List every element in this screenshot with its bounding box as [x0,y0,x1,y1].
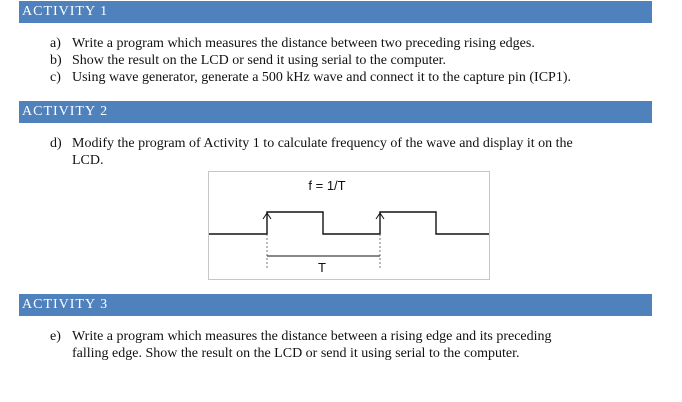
square-wave [209,212,489,234]
period-label: T [318,260,326,275]
item-text: Write a program which measures the distance between two preceding rising edges. [72,36,535,51]
item-text: Modify the program of Activity 1 to calculate frequency of the wave and display it on the [72,136,573,151]
item-text: LCD. [72,153,104,168]
item-marker: c) [50,70,61,85]
waveform-diagram [209,172,489,279]
item-marker: b) [50,53,62,68]
item-marker: e) [50,329,61,344]
activity-2-header: ACTIVITY 2 [19,101,652,123]
item-text: Using wave generator, generate a 500 kHz wave and connect it to the capture pin (ICP1). [72,70,571,85]
activity-1-header: ACTIVITY 1 [19,1,652,23]
item-marker: d) [50,136,62,151]
item-marker: a) [50,36,61,51]
waveform-figure [208,171,490,280]
activity-3-header: ACTIVITY 3 [19,294,652,316]
rising-edge-arrow-icon [263,213,271,234]
item-text: Write a program which measures the distance between a rising edge and its preceding [72,329,552,344]
rising-edge-arrow-icon [376,213,384,234]
item-text: falling edge. Show the result on the LCD or send it using serial to the computer. [72,346,520,361]
item-text: Show the result on the LCD or send it using serial to the computer. [72,53,447,68]
formula-label: f = 1/T [308,178,346,193]
